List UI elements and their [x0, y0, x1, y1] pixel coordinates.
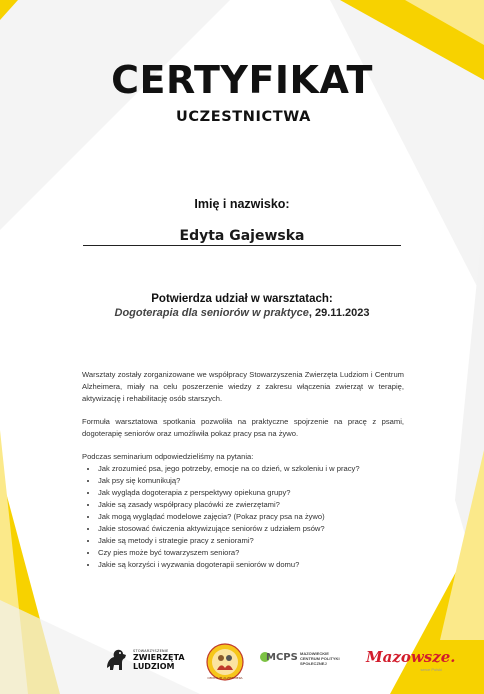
logo-centrum-alzheimera: [205, 642, 245, 682]
partner-logos: [0, 628, 484, 688]
list-item: • Jakie stosować ćwiczenia aktywizujące seniorów z udziałem psów?: [98, 523, 404, 535]
logo1-top-text: STOWARZYSZENIE: [133, 649, 169, 653]
body-paragraph-2: Formuła warsztatowa spotkania pozwoliła na praktyczne spojrzenie na pracę z psami, dogoterapię seniorów oraz umożliwiła pokaz pracy psa na żywo.: [82, 417, 404, 438]
name-label: Imię i nazwisko:: [194, 197, 290, 211]
logo3-text-line-3: SPOŁECZNEJ: [300, 661, 327, 666]
list-item: • Jak zrozumieć psa, jego potrzeby, emocje na co dzień, w szkoleniu i w pracy?: [98, 463, 404, 475]
certificate-title: CERTYFIKAT: [111, 58, 373, 102]
logo-zwierzeta-ludziom: [104, 646, 194, 676]
logo4-tagline: serce Polski: [420, 667, 442, 672]
logo3-text-line-1: MAZOWIECKIE: [300, 651, 329, 656]
certificate-subtitle: UCZESTNICTWA: [176, 109, 311, 125]
questions-list: [82, 463, 404, 571]
questions-header: Podczas seminarium odpowiedzieliśmy na pytania:: [82, 452, 254, 461]
logo-mazowsze: [366, 648, 456, 678]
workshop-date: , 29.11.2023: [308, 307, 370, 319]
logo1-line-2: LUDZIOM: [133, 662, 175, 671]
logo3-mark: MCPS: [266, 652, 298, 663]
workshop-name: Dogoterapia dla seniorów w praktyce: [114, 307, 309, 319]
dog-silhouette-icon: [104, 646, 130, 674]
certificate-body: [82, 369, 404, 571]
name-underline: [83, 245, 401, 246]
logo2-text: CENTRUM ALZHEIMERA: [207, 676, 243, 680]
confirmation-text: Potwierdza udział w warsztatach:: [151, 293, 333, 305]
alzheimer-badge-icon: [205, 642, 245, 682]
body-paragraph-1: Warsztaty zostały zorganizowane we współpracy Stowarzyszenia Zwierzęta Ludziom i Centrum Alzheimera, miały na celu poszerzenie wiedzy z zakresu włączenia zwierząt w terapię, aktywizację i rehabilitację osób starszych.: [82, 370, 404, 403]
list-item: • Jak wygląda dogoterapia z perspektywy opiekuna grupy?: [98, 487, 404, 499]
logo4-word: Mazowsze.: [366, 648, 456, 666]
logo3-text-line-2: CENTRUM POLITYKI: [300, 656, 340, 661]
participant-name: Edyta Gajewska: [179, 228, 305, 244]
list-item: • Jak mogą wyglądać modelowe zajęcia? (Pokaz pracy psa na żywo): [98, 511, 404, 523]
list-item: • Jakie są zasady współpracy placówki ze zwierzętami?: [98, 499, 404, 511]
list-item: • Jakie są korzyści i wyzwania dogoterapii seniorów w domu?: [98, 559, 404, 571]
workshop-line: [0, 307, 484, 319]
list-item: • Jakie są metody i strategie pracy z seniorami?: [98, 535, 404, 547]
logo-mcps: [262, 648, 352, 674]
logo1-line-1: ZWIERZĘTA: [133, 653, 185, 662]
list-item: • Czy pies może być towarzyszem seniora?: [98, 547, 404, 559]
logo3-text: [300, 651, 340, 666]
list-item: • Jak psy się komunikują?: [98, 475, 404, 487]
